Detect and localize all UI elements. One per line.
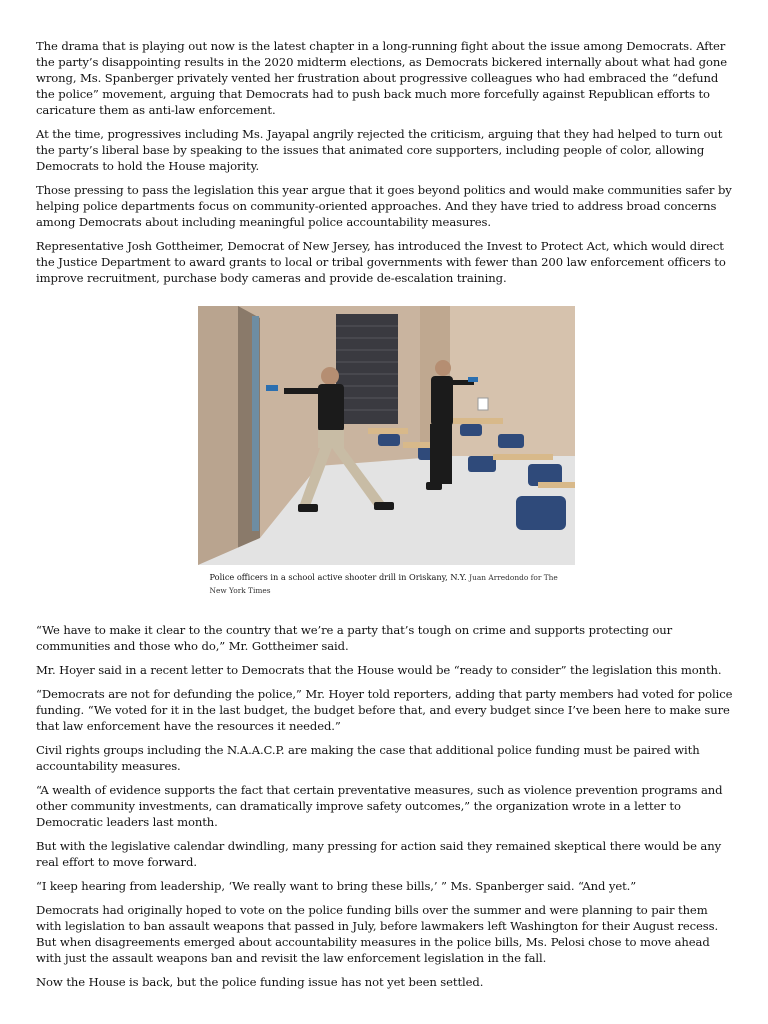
photo-illustration	[198, 306, 575, 565]
paragraph: Democrats had originally hoped to vote on the police funding bills over the summer and were planning to pair them with legislation to ban assault weapons that passed in July, before lawmakers left Washington for their August recess. But when disagreements emerged about accountability measures in the police bills, Ms. Pelosi chose to move ahead with just the assault weapons ban and revisit the law enforcement legislation in the fall.	[36, 903, 719, 965]
photo-credit: Juan Arredondo for The New York Times	[209, 573, 558, 595]
paragraph: Now the House is back, but the police funding issue has not yet been settled.	[36, 975, 484, 989]
article-figure	[198, 306, 575, 597]
paragraph: “A wealth of evidence supports the fact that certain preventative measures, such as violence prevention programs and other community investments, can dramatically improve safety outcomes,” the organization wrote in a letter to Democratic leaders last month.	[36, 783, 723, 829]
paragraph: The drama that is playing out now is the latest chapter in a long-running fight about the issue among Democrats. After the party’s disappointing results in the 2020 midterm elections, as Democrats bickered internally about what had gone wrong, Ms. Spanberger privately vented her frustration about progressive colleagues who had embraced the “defund the police” movement, arguing that Democrats had to push back much more forcefully against Republican efforts to caricature them as anti-law enforcement.	[36, 39, 727, 117]
paragraph: Those pressing to pass the legislation this year argue that it goes beyond politics and would make communities safer by helping police departments focus on community-oriented approaches. And they have tried to address broad concerns among Democrats about including meaningful police accountability measures.	[36, 183, 732, 229]
photo-police-drill[interactable]	[198, 306, 575, 565]
paragraph: “We have to make it clear to the country that we’re a party that’s tough on crime and supports protecting our communities and those who do,” Mr. Gottheimer said.	[36, 623, 673, 653]
photo-caption	[210, 571, 563, 597]
paragraph: Mr. Hoyer said in a recent letter to Democrats that the House would be “ready to consider” the legislation this month.	[36, 663, 722, 677]
paragraph: “I keep hearing from leadership, ‘We really want to bring these bills,’ ” Ms. Spanberger said. “And yet.”	[36, 879, 637, 893]
paragraph: Representative Josh Gottheimer, Democrat of New Jersey, has introduced the Invest to Protect Act, which would direct the Justice Department to award grants to local or tribal governments with fewer than 200 law enforcement officers to improve recruitment, purchase body cameras and provide de-escalation training.	[36, 239, 726, 285]
article-body	[36, 38, 736, 998]
paragraph: “Democrats are not for defunding the police,” Mr. Hoyer told reporters, adding that party members had voted for police funding. “We voted for it in the last budget, the budget before that, and every budget since I’ve been here to make sure that law enforcement have the resources it needed.”	[36, 687, 733, 733]
paragraph: At the time, progressives including Ms. Jayapal angrily rejected the criticism, arguing that they had helped to turn out the party’s liberal base by speaking to the issues that animated core supporters, including people of color, allowing Democrats to hold the House majority.	[36, 127, 723, 173]
paragraph: But with the legislative calendar dwindling, many pressing for action said they remained skeptical there would be any real effort to move forward.	[36, 839, 722, 869]
paragraph: Civil rights groups including the N.A.A.C.P. are making the case that additional police funding must be paired with accountability measures.	[36, 743, 700, 773]
caption-text: Police officers in a school active shooter drill in Oriskany, N.Y.	[209, 572, 467, 582]
